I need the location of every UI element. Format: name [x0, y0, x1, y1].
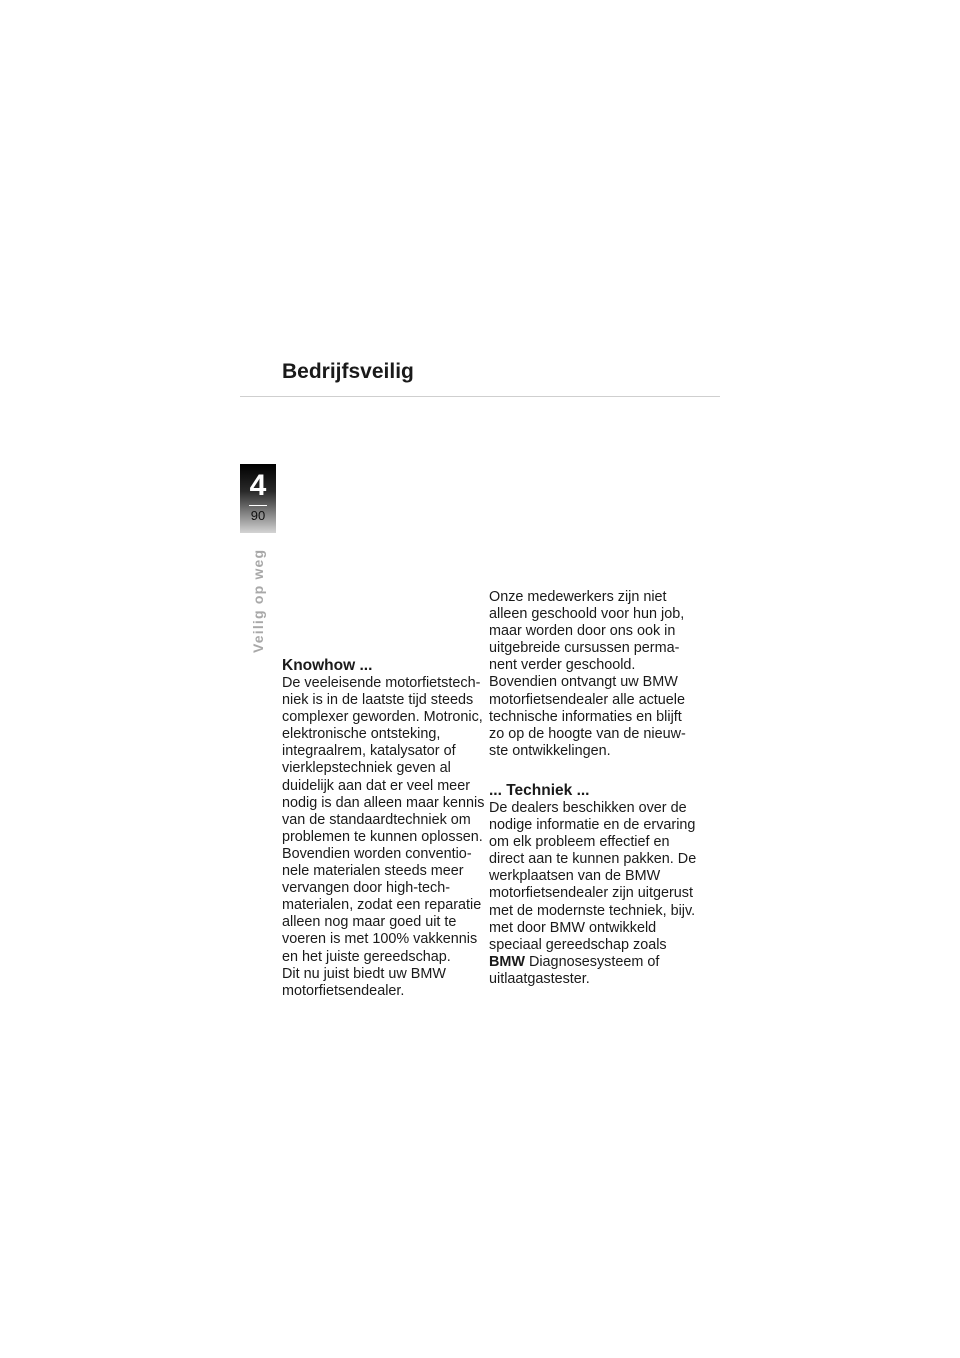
- dealer-paragraph: Dit nu juist biedt uw BMW motorfietsendealer.: [282, 965, 446, 999]
- knowhow-heading: Knowhow ...: [282, 657, 373, 674]
- page-title: Bedrijfsveilig: [282, 360, 414, 383]
- left-column: [282, 657, 492, 1000]
- chapter-side-label: Veilig op weg: [250, 548, 266, 653]
- bmw-brand-text: BMW: [489, 953, 525, 970]
- techniek-heading: ... Techniek ...: [489, 781, 590, 799]
- training-paragraph: Onze medewerkers zijn niet alleen geschoold voor hun job, maar worden door ons ook in uitgebreide cursussen permanent verder geschoold. Bovendien ontvangt uw BMW motorfietsendealer alle actuele technische informaties en blijft zo op de hoogte van de nieuwste ontwikkelingen.: [489, 589, 686, 759]
- chapter-tab: [240, 464, 276, 533]
- techniek-paragraph: De dealers beschikken over de nodige informatie en de ervaring om elk probleem effectief en direct aan te kunnen pakken. De werkplaatsen van de BMW motorfietsendealer zijn uitgerust met de modernste techniek, bijv. met door BMW ontwikkeld speciaal gereedschap zoals: [489, 799, 697, 953]
- title-rule: [240, 396, 720, 397]
- diagnose-text: Diagnosesysteem of uitlaatgastester.: [489, 953, 660, 987]
- diagnose-paragraph: [489, 954, 699, 988]
- page-number: 90: [250, 508, 266, 523]
- chapter-divider: [249, 505, 267, 506]
- chapter-number: 4: [249, 469, 267, 502]
- knowhow-paragraph: De veeleisende motorfietstechniek is in de laatste tijd steeds complexer geworden. Motronic, elektronische ontsteking, integraalrem, katalysator of vierklepstechniek geven al duidelijk aan dat er veel meer nodig is dan alleen maar kennis van de standaardtechniek om problemen te kunnen oplossen. Bovendien worden conventionele materialen steeds meer vervangen door high-tech-materialen, zodat een reparatie alleen nog maar goed uit te voeren is met 100% vakkennis en het juiste gereedschap.: [282, 675, 485, 965]
- right-column: [489, 589, 699, 988]
